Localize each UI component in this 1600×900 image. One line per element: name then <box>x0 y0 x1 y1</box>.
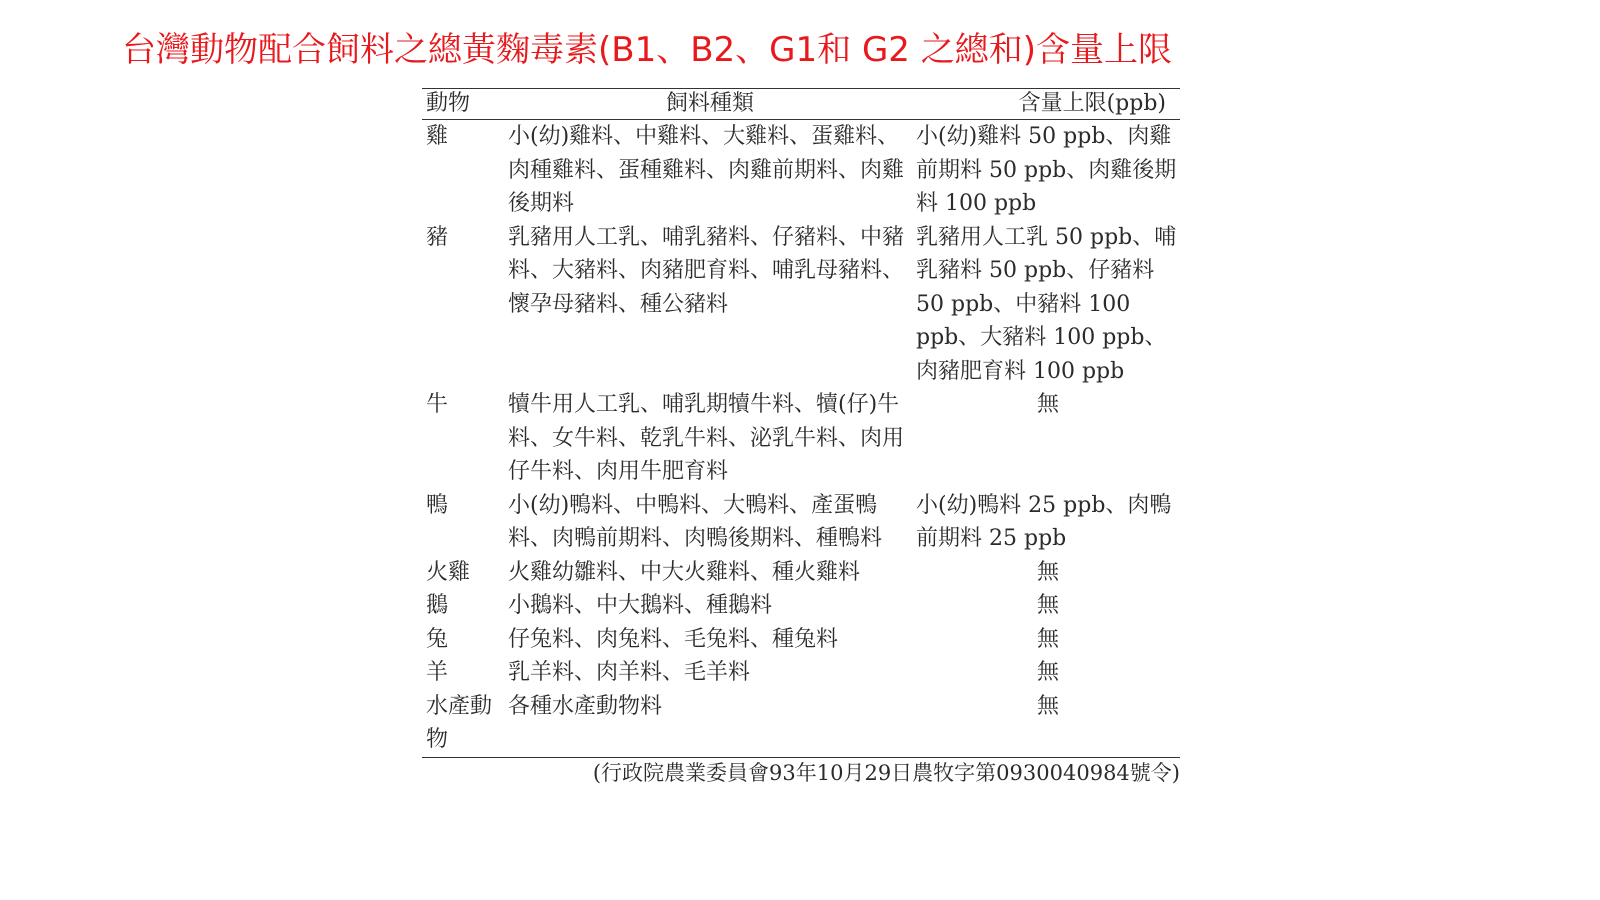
header-feed-type: 飼料種類 <box>508 89 912 120</box>
animal-cell: 水產動物 <box>422 690 508 758</box>
animal-cell: 兔 <box>426 626 449 652</box>
limit-cell: 小(幼)雞料 50 ppb、肉雞前期料 50 ppb、肉雞後期料 100 ppb <box>916 124 1177 216</box>
header-animal: 動物 <box>422 89 508 120</box>
feed-cell: 仔兔料、肉兔料、毛兔料、種兔料 <box>508 626 839 652</box>
limit-cell: 無 <box>912 690 1180 758</box>
animal-cell: 鴨 <box>426 492 449 518</box>
feed-cell: 乳豬用人工乳、哺乳豬料、仔豬料、中豬料、大豬料、肉豬肥育料、哺乳母豬料、懷孕母豬料、種公豬料 <box>508 224 905 317</box>
animal-cell: 牛 <box>426 392 449 417</box>
feed-cell: 小(幼)鴨料、中鴨料、大鴨料、產蛋鴨料、肉鴨前期料、肉鴨後期料、種鴨料 <box>508 492 883 551</box>
animal-cell: 羊 <box>426 660 449 685</box>
table-row <box>422 221 1180 389</box>
feed-cell: 犢牛用人工乳、哺乳期犢牛料、犢(仔)牛料、女牛料、乾乳牛料、泌乳牛料、肉用仔牛料、肉用牛肥育料 <box>508 392 905 484</box>
header-limit: 含量上限(ppb) <box>912 89 1180 120</box>
table-row <box>422 556 1180 590</box>
data-table <box>422 88 1180 758</box>
table-row <box>422 388 1180 489</box>
limit-cell: 乳豬用人工乳 50 ppb、哺乳豬料 50 ppb、仔豬料 50 ppb、中豬料 100 ppb、大豬料 100 ppb、肉豬肥育料 100 ppb <box>916 224 1177 384</box>
limit-cell: 無 <box>1036 559 1059 585</box>
feed-cell: 乳羊料、肉羊料、毛羊料 <box>508 660 751 685</box>
limit-cell: 無 <box>1036 626 1059 652</box>
table-header-row <box>422 89 1180 120</box>
feed-cell: 小(幼)雞料、中雞料、大雞料、蛋雞料、肉種雞料、蛋種雞料、肉雞前期料、肉雞後期料 <box>508 124 905 216</box>
limit-cell: 無 <box>1036 593 1059 618</box>
table-row <box>422 623 1180 657</box>
animal-cell: 雞 <box>426 124 449 149</box>
source-citation: (行政院農業委員會93年10月29日農牧字第0930040984號令) <box>592 760 1180 785</box>
aflatoxin-limit-table <box>422 88 1180 788</box>
animal-cell: 鵝 <box>426 593 449 618</box>
slide-title: 台灣動物配合飼料之總黃麴毒素(B1、B2、G1和 G2 之總和)含量上限 <box>122 30 1173 70</box>
table-row <box>422 589 1180 623</box>
feed-cell: 小鵝料、中大鵝料、種鵝料 <box>508 593 773 618</box>
limit-cell: 小(幼)鴨料 25 ppb、肉鴨前期料 25 ppb <box>916 492 1172 551</box>
table-row <box>422 120 1180 221</box>
animal-cell: 豬 <box>426 224 449 250</box>
feed-cell: 火雞幼雛料、中大火雞料、種火雞料 <box>508 559 861 585</box>
limit-cell: 無 <box>1036 660 1059 685</box>
table-row <box>422 656 1180 690</box>
feed-cell: 各種水產動物料 <box>508 690 912 758</box>
animal-cell: 火雞 <box>426 559 471 585</box>
limit-cell: 無 <box>1036 392 1059 417</box>
table-row <box>422 489 1180 556</box>
table-row <box>422 690 1180 758</box>
